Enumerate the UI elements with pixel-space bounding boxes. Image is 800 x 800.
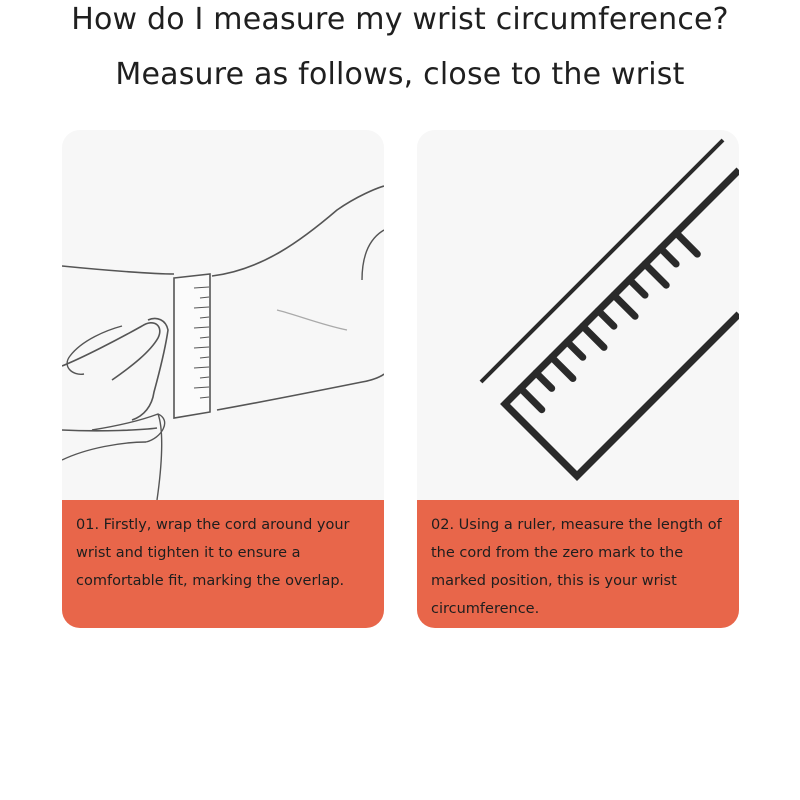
step-card-2 (417, 130, 739, 628)
wrist-wrap-illustration (62, 130, 384, 500)
step-2-text: 02. Using a ruler, measure the length of the cord from the zero mark to the marked position, this is your wrist circumference. (431, 517, 722, 617)
ruler-illustration (417, 130, 739, 500)
step-card-1 (62, 130, 384, 628)
step-caption (417, 500, 739, 628)
page-title: How do I measure my wrist circumference? (71, 2, 729, 37)
page-subtitle: Measure as follows, close to the wrist (115, 57, 685, 92)
step-1-text: 01. Firstly, wrap the cord around your wrist and tighten it to ensure a comfortable fit, marking the overlap. (76, 517, 350, 589)
step-caption (62, 500, 384, 628)
